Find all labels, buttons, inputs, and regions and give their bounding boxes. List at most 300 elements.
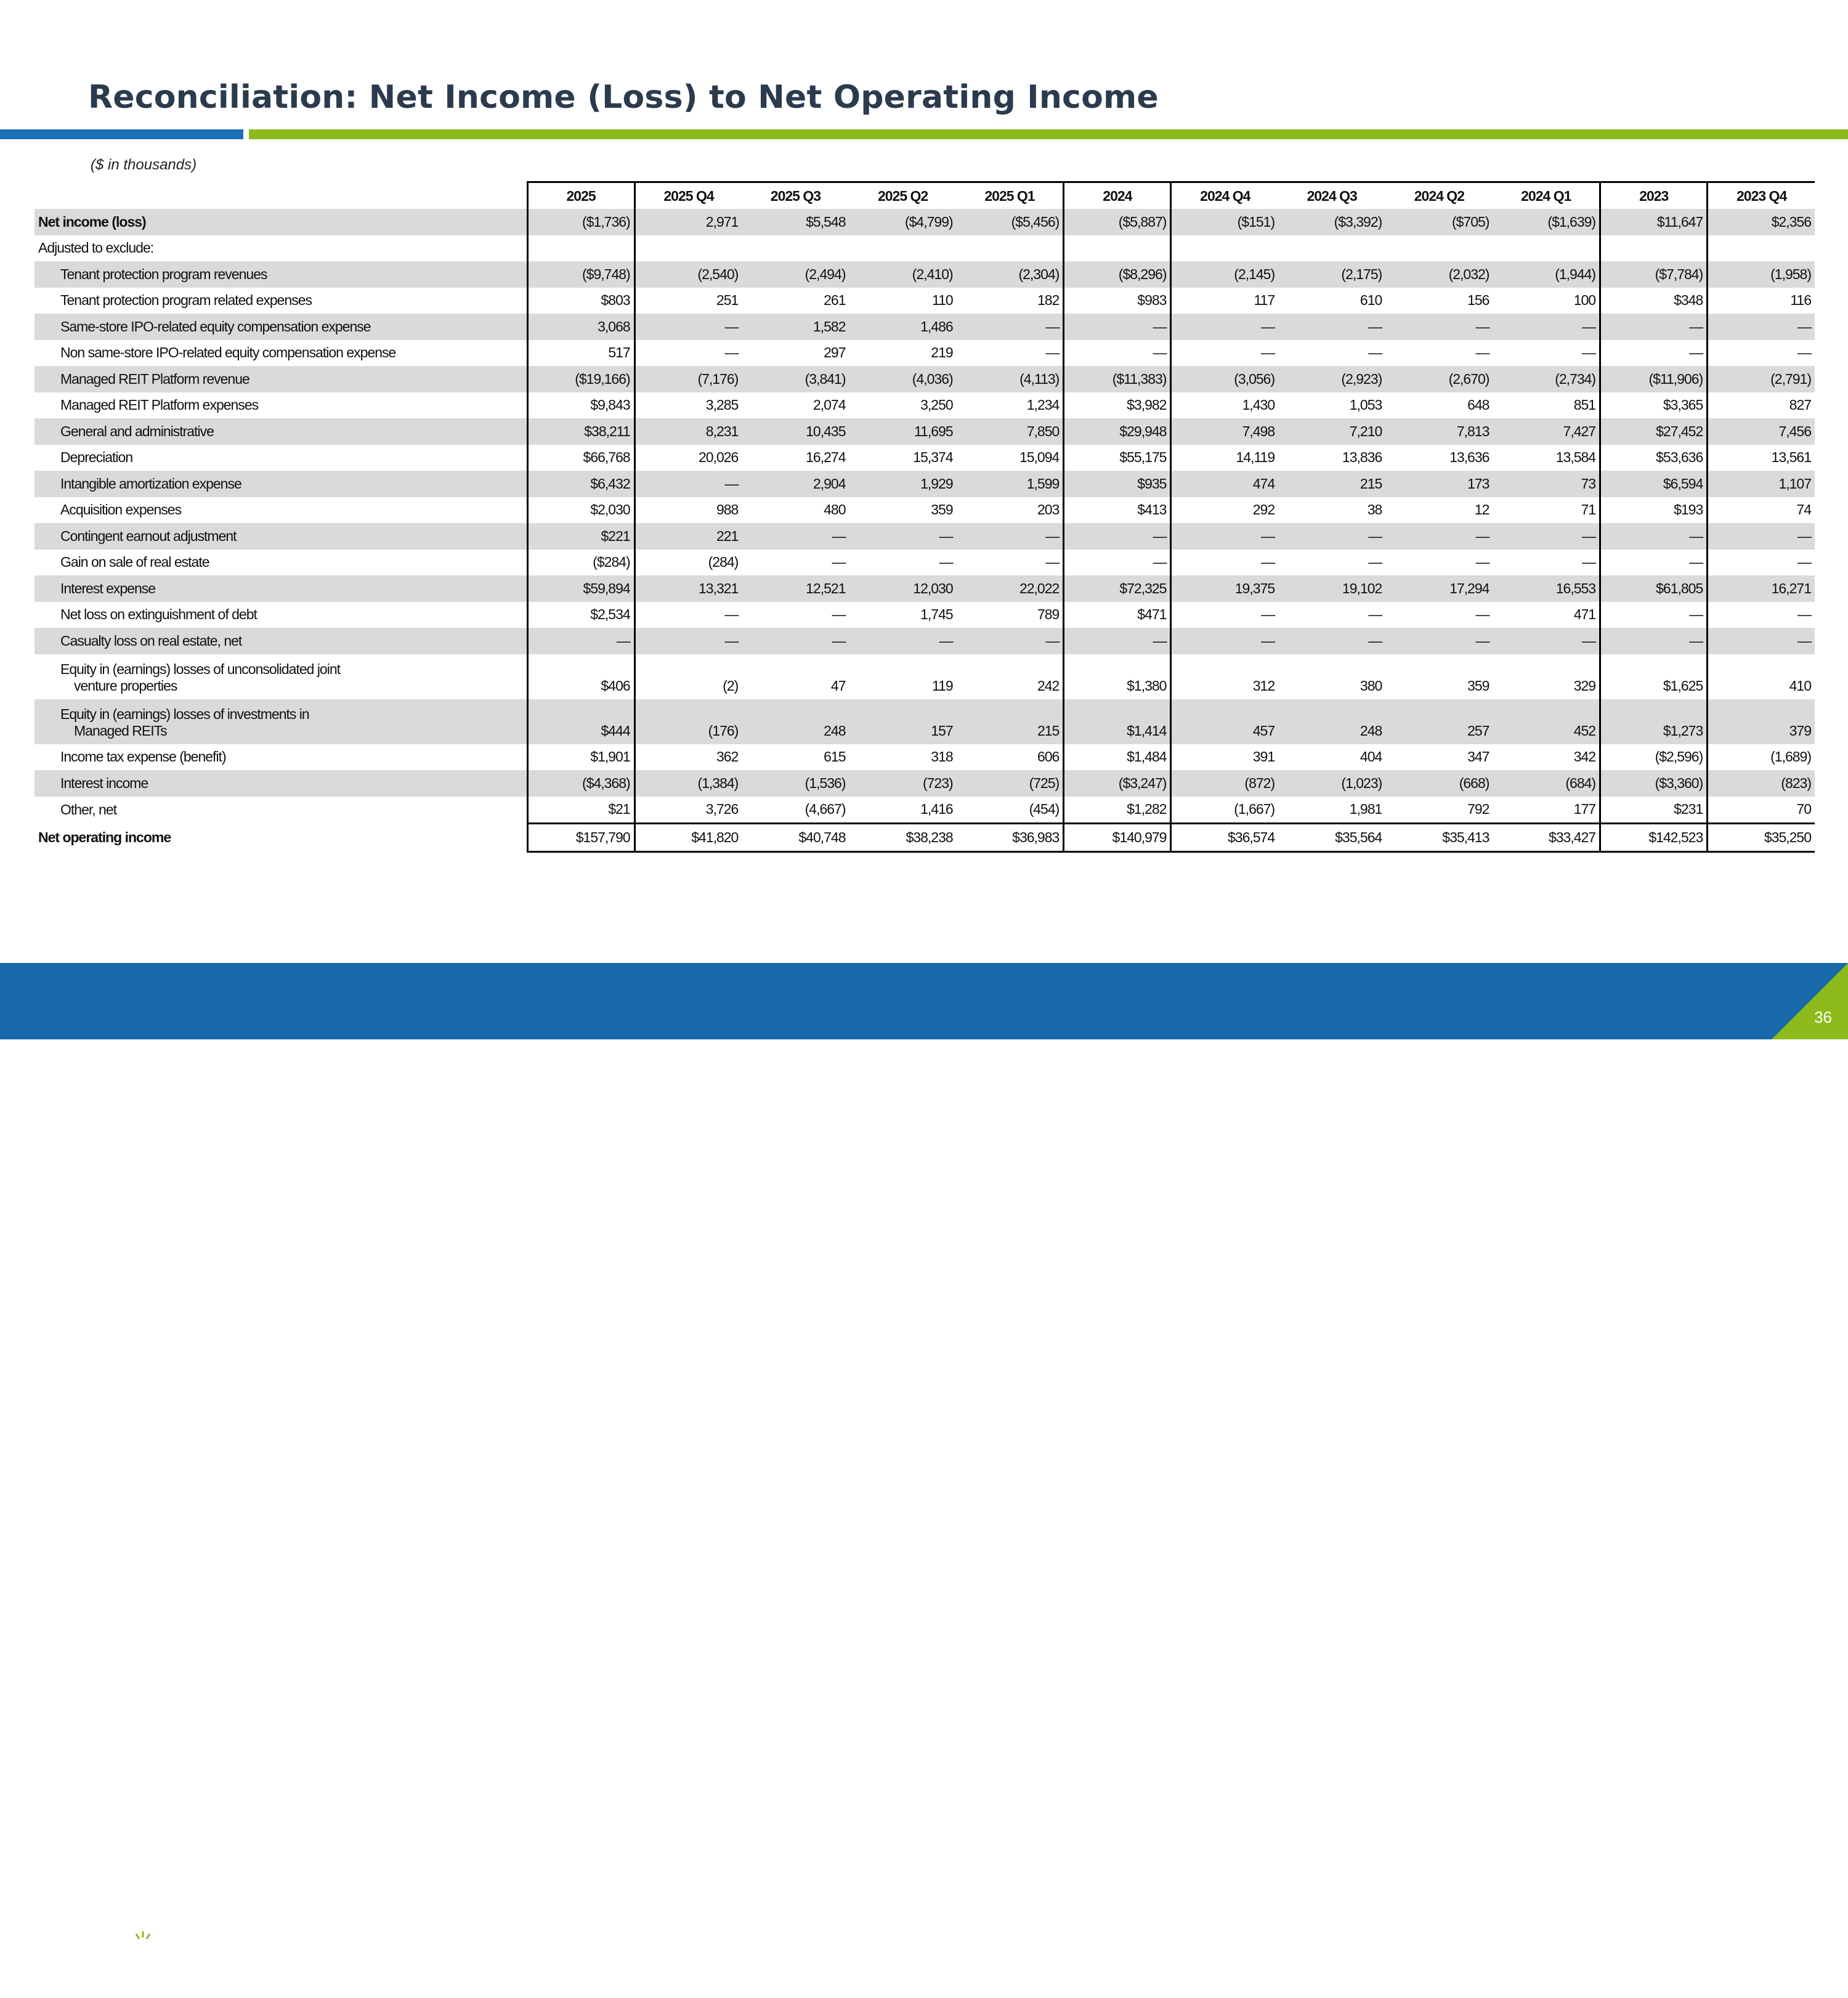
value-cell: — (1493, 523, 1600, 550)
value-cell: 474 (1171, 471, 1278, 497)
value-cell: 318 (931, 749, 953, 765)
column-header: 2025 Q2 (849, 182, 957, 209)
value-cell: — (1368, 344, 1382, 361)
value-cell: 73 (1493, 471, 1600, 497)
value-cell: (1,667) (1234, 801, 1275, 818)
footer-corner-accent (1772, 963, 1848, 1039)
value-cell: 13,836 (1342, 449, 1382, 466)
value-cell: $1,625 (1600, 654, 1708, 699)
value-cell: 297 (824, 344, 846, 361)
value-cell: 827 (1789, 397, 1811, 413)
row-label: Tenant protection program related expenses (60, 292, 312, 309)
value-cell: — (849, 628, 957, 654)
value-cell: $36,983 (957, 824, 1064, 852)
value-cell: 177 (1493, 797, 1600, 824)
value-cell: (1,958) (1708, 261, 1815, 288)
value-cell: 13,584 (1493, 445, 1600, 471)
value-cell: 359 (931, 502, 953, 518)
logo-tagline: ...The Smarter Way to Store® (89, 1985, 187, 1994)
value-cell: — (1797, 554, 1811, 571)
value-cell: $1,484 (1064, 744, 1171, 771)
value-cell: — (1368, 554, 1382, 571)
table-row (34, 602, 1815, 628)
value-cell: 13,321 (634, 575, 742, 602)
value-cell: $33,427 (1493, 824, 1600, 852)
value-cell: 116 (1790, 292, 1811, 309)
value-cell: ($3,360) (1600, 770, 1708, 797)
value-cell: — (832, 606, 846, 623)
value-cell: $3,982 (1064, 392, 1171, 419)
value-cell: — (1064, 628, 1171, 654)
value-cell: $1,414 (1064, 699, 1171, 744)
value-cell: — (1475, 344, 1489, 361)
value-cell: — (1261, 554, 1275, 571)
value-cell: 1,745 (920, 606, 953, 623)
value-cell: 8,231 (634, 418, 742, 445)
row-label: Intangible amortization expense (34, 471, 527, 497)
value-cell: (3,056) (1171, 366, 1278, 392)
value-cell: 257 (1385, 699, 1493, 744)
value-cell: (1,536) (742, 770, 849, 797)
value-cell: — (724, 344, 739, 361)
column-header: 2024 Q4 (1171, 182, 1278, 209)
value-cell: 1,486 (849, 314, 957, 340)
title-underline-blue (0, 129, 243, 139)
value-cell: $3,365 (1600, 392, 1708, 419)
value-cell: — (1600, 550, 1708, 576)
value-cell: 410 (1789, 677, 1811, 694)
value-cell: — (1708, 314, 1815, 340)
value-cell: 3,726 (705, 801, 739, 818)
value-cell: $59,894 (527, 575, 634, 602)
table-row (34, 699, 1815, 744)
row-label: Same-store IPO-related equity compensation expense (34, 314, 527, 340)
value-cell: ($705) (1385, 209, 1493, 235)
value-cell: — (957, 628, 1064, 654)
column-header: 2023 Q4 (1708, 182, 1815, 209)
value-cell: $193 (1600, 497, 1708, 524)
value-cell: — (1171, 628, 1278, 654)
value-cell: — (1475, 606, 1489, 623)
row-label: Net loss on extinguishment of debt (60, 606, 257, 623)
value-cell: (284) (708, 554, 739, 571)
value-cell: — (1171, 523, 1278, 550)
value-cell: (872) (1171, 770, 1278, 797)
value-cell: — (1708, 523, 1815, 550)
value-cell: — (1600, 340, 1708, 367)
value-cell: 792 (1467, 801, 1489, 818)
value-cell: (2,304) (957, 261, 1064, 288)
value-cell: 7,813 (1385, 418, 1493, 445)
value-cell: $157,790 (527, 824, 634, 852)
value-cell (1278, 235, 1385, 262)
value-cell: 242 (957, 654, 1064, 699)
logo-subtitle: Self Storage REIT, Inc. (92, 1971, 186, 1981)
value-cell: 312 (1252, 677, 1275, 694)
value-cell: 404 (1360, 749, 1382, 765)
value-cell: 610 (1360, 292, 1382, 309)
header-label-cell (34, 182, 527, 209)
value-cell: — (1493, 314, 1600, 340)
value-cell: — (742, 523, 849, 550)
value-cell: 251 (716, 292, 739, 309)
column-header: 2023 (1600, 182, 1708, 209)
value-cell: 15,094 (957, 445, 1064, 471)
value-cell: 11,695 (849, 418, 957, 445)
value-cell: $6,594 (1600, 471, 1708, 497)
value-cell: — (1368, 606, 1382, 623)
value-cell: $1,273 (1600, 699, 1708, 744)
value-cell: (2,923) (1278, 366, 1385, 392)
value-cell: 19,375 (1171, 575, 1278, 602)
value-cell: ($3,392) (1278, 209, 1385, 235)
row-label: Contingent earnout adjustment (34, 523, 527, 550)
value-cell: — (1493, 628, 1600, 654)
value-cell: — (724, 606, 739, 623)
value-cell (1708, 235, 1815, 262)
value-cell: 648 (1467, 397, 1489, 413)
value-cell: $55,175 (1064, 445, 1171, 471)
value-cell: (4,036) (849, 366, 957, 392)
value-cell: (7,176) (634, 366, 742, 392)
table-row (34, 744, 1815, 771)
value-cell: 22,022 (957, 575, 1064, 602)
column-header: 2024 Q2 (1385, 182, 1493, 209)
value-cell: 452 (1493, 699, 1600, 744)
value-cell: 47 (830, 677, 846, 694)
value-cell: (823) (1708, 770, 1815, 797)
table-row (34, 261, 1815, 288)
row-label-line: Equity in (earnings) losses of unconsolidated joint (60, 660, 341, 677)
row-label: Adjusted to exclude: (38, 240, 154, 256)
table-row (34, 575, 1815, 602)
value-cell: — (1278, 628, 1385, 654)
value-cell: $35,250 (1708, 824, 1815, 852)
footer-bar (0, 963, 1848, 1994)
table-row (34, 628, 1815, 654)
value-cell: — (1064, 340, 1171, 367)
value-cell: (723) (849, 770, 957, 797)
value-cell: 70 (1796, 801, 1811, 818)
value-cell: 292 (1252, 502, 1275, 518)
value-cell: (1,023) (1278, 770, 1385, 797)
column-header: 2025 Q1 (957, 182, 1064, 209)
row-label (34, 699, 527, 744)
value-cell: $231 (1600, 797, 1708, 824)
table-row (34, 392, 1815, 419)
value-cell: ($9,748) (527, 261, 634, 288)
value-cell (1064, 235, 1171, 262)
value-cell: (176) (634, 699, 742, 744)
value-cell: — (1171, 314, 1278, 340)
value-cell: 3,285 (705, 397, 739, 413)
value-cell: — (634, 471, 742, 497)
value-cell: — (1493, 340, 1600, 367)
value-cell: 13,636 (1449, 449, 1489, 466)
row-label: Gain on sale of real estate (60, 554, 209, 571)
table-row (34, 523, 1815, 550)
value-cell: $2,356 (1708, 209, 1815, 235)
value-cell: — (1064, 314, 1171, 340)
value-cell: $471 (1064, 602, 1171, 628)
value-cell: — (1385, 628, 1493, 654)
value-cell: $803 (527, 288, 634, 314)
value-cell: 988 (716, 502, 739, 518)
value-cell: — (1600, 523, 1708, 550)
column-header: 2024 Q3 (1278, 182, 1385, 209)
value-cell: ($3,247) (1064, 770, 1171, 797)
value-cell: 38 (1367, 502, 1382, 518)
value-cell: ($2,596) (1600, 744, 1708, 771)
value-cell: — (849, 523, 957, 550)
value-cell: $6,432 (527, 471, 634, 497)
value-cell: $27,452 (1600, 418, 1708, 445)
value-cell: ($7,784) (1600, 261, 1708, 288)
value-cell (634, 235, 742, 262)
table-row (34, 497, 1815, 524)
value-cell: (2,410) (849, 261, 957, 288)
value-cell: ($11,906) (1600, 366, 1708, 392)
value-cell: 19,102 (1278, 575, 1385, 602)
row-label: General and administrative (34, 418, 527, 445)
value-cell: $1,901 (527, 744, 634, 771)
value-cell: 1,234 (957, 392, 1064, 419)
value-cell: 20,026 (698, 449, 739, 466)
value-cell: 7,210 (1278, 418, 1385, 445)
value-cell: — (742, 628, 849, 654)
value-cell: ($5,456) (957, 209, 1064, 235)
value-cell: $66,768 (527, 445, 634, 471)
value-cell: — (634, 628, 742, 654)
value-cell: ($1,639) (1493, 209, 1600, 235)
row-label-line: Equity in (earnings) losses of investments in (60, 705, 309, 722)
table-row (34, 288, 1815, 314)
row-label: Depreciation (60, 449, 133, 466)
page-title: Reconciliation: Net Income (Loss) to Net Operating Income (88, 79, 1159, 116)
value-cell: 1,053 (1349, 397, 1382, 413)
value-cell (527, 235, 634, 262)
value-cell: 13,561 (1771, 449, 1811, 466)
value-cell: (684) (1493, 770, 1600, 797)
value-cell (1171, 235, 1278, 262)
value-cell: 789 (957, 602, 1064, 628)
title-underline-green (249, 129, 1848, 139)
value-cell: 100 (1493, 288, 1600, 314)
value-cell: $2,030 (527, 497, 634, 524)
table-row (34, 366, 1815, 392)
value-cell: — (1278, 314, 1385, 340)
value-cell: — (634, 314, 742, 340)
value-cell: 362 (716, 749, 739, 765)
table-row (34, 445, 1815, 471)
value-cell: — (1385, 314, 1493, 340)
value-cell: $221 (527, 523, 634, 550)
value-cell: ($11,383) (1064, 366, 1171, 392)
column-header: 2025 Q4 (634, 182, 742, 209)
value-cell: $72,325 (1064, 575, 1171, 602)
value-cell: 182 (957, 288, 1064, 314)
value-cell: 261 (824, 292, 846, 309)
value-cell: $983 (1064, 288, 1171, 314)
table-row (34, 418, 1815, 445)
row-label-line: venture properties (74, 677, 177, 694)
value-cell: (1,944) (1493, 261, 1600, 288)
row-label: Interest income (34, 770, 527, 797)
value-cell: 156 (1467, 292, 1489, 309)
value-cell: $2,534 (527, 602, 634, 628)
value-cell: 12,030 (849, 575, 957, 602)
value-cell: 71 (1493, 497, 1600, 524)
table-row (34, 824, 1815, 852)
value-cell: $40,748 (742, 824, 849, 852)
row-label (34, 654, 527, 699)
table-row (34, 550, 1815, 576)
value-cell: 157 (849, 699, 957, 744)
value-cell: 1,929 (849, 471, 957, 497)
value-cell: 7,456 (1708, 418, 1815, 445)
value-cell: 1,416 (920, 801, 953, 818)
row-label: Income tax expense (benefit) (60, 749, 226, 765)
value-cell: 215 (957, 699, 1064, 744)
table-row (34, 797, 1815, 824)
value-cell: 329 (1493, 654, 1600, 699)
value-cell: $11,647 (1600, 209, 1708, 235)
value-cell: $140,979 (1064, 824, 1171, 852)
table-row (34, 235, 1815, 262)
value-cell: 480 (824, 502, 846, 518)
value-cell: — (957, 340, 1064, 367)
value-cell: (3,841) (742, 366, 849, 392)
value-cell: ($1,736) (527, 209, 634, 235)
row-label: Tenant protection program revenues (34, 261, 527, 288)
value-cell: (1,384) (634, 770, 742, 797)
column-header: 2025 (527, 182, 634, 209)
value-cell: 517 (527, 340, 634, 367)
value-cell: (2,670) (1385, 366, 1493, 392)
value-cell: 117 (1254, 292, 1275, 309)
value-cell: $413 (1064, 497, 1171, 524)
value-cell: 248 (1278, 699, 1385, 744)
sun-rays-icon (131, 1930, 155, 1943)
value-cell: 16,271 (1708, 575, 1815, 602)
reconciliation-table (34, 181, 1815, 853)
value-cell: — (1385, 523, 1493, 550)
value-cell: $41,820 (634, 824, 742, 852)
value-cell: 7,498 (1171, 418, 1278, 445)
row-label: Net income (loss) (34, 209, 527, 235)
value-cell: (2,175) (1278, 261, 1385, 288)
value-cell: $38,211 (527, 418, 634, 445)
value-cell: — (1600, 628, 1708, 654)
value-cell: $35,413 (1385, 824, 1493, 852)
value-cell: 2,074 (813, 397, 846, 413)
value-cell: — (957, 550, 1064, 576)
value-cell: $38,238 (849, 824, 957, 852)
value-cell: 215 (1278, 471, 1385, 497)
value-cell: — (1493, 550, 1600, 576)
row-label: Casualty loss on real estate, net (34, 628, 527, 654)
logo-wordmark: SmartStop (87, 1944, 201, 1970)
value-cell: $142,523 (1600, 824, 1708, 852)
value-cell: 2,971 (634, 209, 742, 235)
value-cell: 347 (1467, 749, 1489, 765)
value-cell: $53,636 (1600, 445, 1708, 471)
table-row (34, 770, 1815, 797)
value-cell: (4,113) (957, 366, 1064, 392)
value-cell: 10,435 (742, 418, 849, 445)
value-cell: 15,374 (913, 449, 953, 466)
value-cell: 1,981 (1349, 801, 1382, 818)
value-cell: ($8,296) (1064, 261, 1171, 288)
value-cell: 74 (1796, 502, 1811, 518)
value-cell: ($19,166) (527, 366, 634, 392)
value-cell: 12,521 (742, 575, 849, 602)
row-label: Acquisition expenses (60, 502, 182, 518)
value-cell: $21 (527, 797, 634, 824)
column-header: 2025 Q3 (742, 182, 849, 209)
value-cell: 12 (1474, 502, 1489, 518)
table-row (34, 209, 1815, 235)
value-cell: — (1475, 554, 1489, 571)
value-cell: 615 (824, 749, 846, 765)
value-cell: 173 (1385, 471, 1493, 497)
value-cell (849, 235, 957, 262)
value-cell: $5,548 (742, 209, 849, 235)
value-cell (1600, 235, 1708, 262)
value-cell: 1,430 (1242, 397, 1275, 413)
value-cell (1385, 235, 1493, 262)
table-header-row (34, 182, 1815, 209)
value-cell: 851 (1493, 392, 1600, 419)
value-cell: (2,540) (634, 261, 742, 288)
page-number: 36 (1814, 1008, 1832, 1026)
column-header: 2024 Q1 (1493, 182, 1600, 209)
value-cell: 248 (742, 699, 849, 744)
value-cell: $29,948 (1064, 418, 1171, 445)
value-cell: — (957, 314, 1064, 340)
value-cell: — (957, 523, 1064, 550)
value-cell: 2,904 (742, 471, 849, 497)
value-cell: 3,250 (920, 397, 953, 413)
value-cell (957, 235, 1064, 262)
value-cell: ($284) (527, 550, 634, 576)
value-cell: (2,032) (1385, 261, 1493, 288)
value-cell: $935 (1064, 471, 1171, 497)
value-cell: 203 (957, 497, 1064, 524)
table-row (34, 340, 1815, 367)
value-cell: ($151) (1171, 209, 1278, 235)
value-cell: $348 (1600, 288, 1708, 314)
value-cell: — (1064, 550, 1171, 576)
value-cell: — (1064, 523, 1171, 550)
value-cell: $36,574 (1171, 824, 1278, 852)
value-cell: 3,068 (527, 314, 634, 340)
value-cell: (2,145) (1171, 261, 1278, 288)
value-cell: 391 (1252, 749, 1275, 765)
value-cell: — (1600, 314, 1708, 340)
value-cell: 7,427 (1493, 418, 1600, 445)
value-cell: 342 (1493, 744, 1600, 771)
value-cell: ($4,368) (527, 770, 634, 797)
value-cell: 14,119 (1236, 449, 1275, 466)
value-cell: 16,553 (1493, 575, 1600, 602)
value-cell: (2) (723, 677, 739, 694)
value-cell: 1,582 (742, 314, 849, 340)
value-cell: (725) (957, 770, 1064, 797)
value-cell: 119 (931, 677, 953, 694)
row-label-line: Managed REITs (74, 722, 167, 739)
table-row (34, 314, 1815, 340)
